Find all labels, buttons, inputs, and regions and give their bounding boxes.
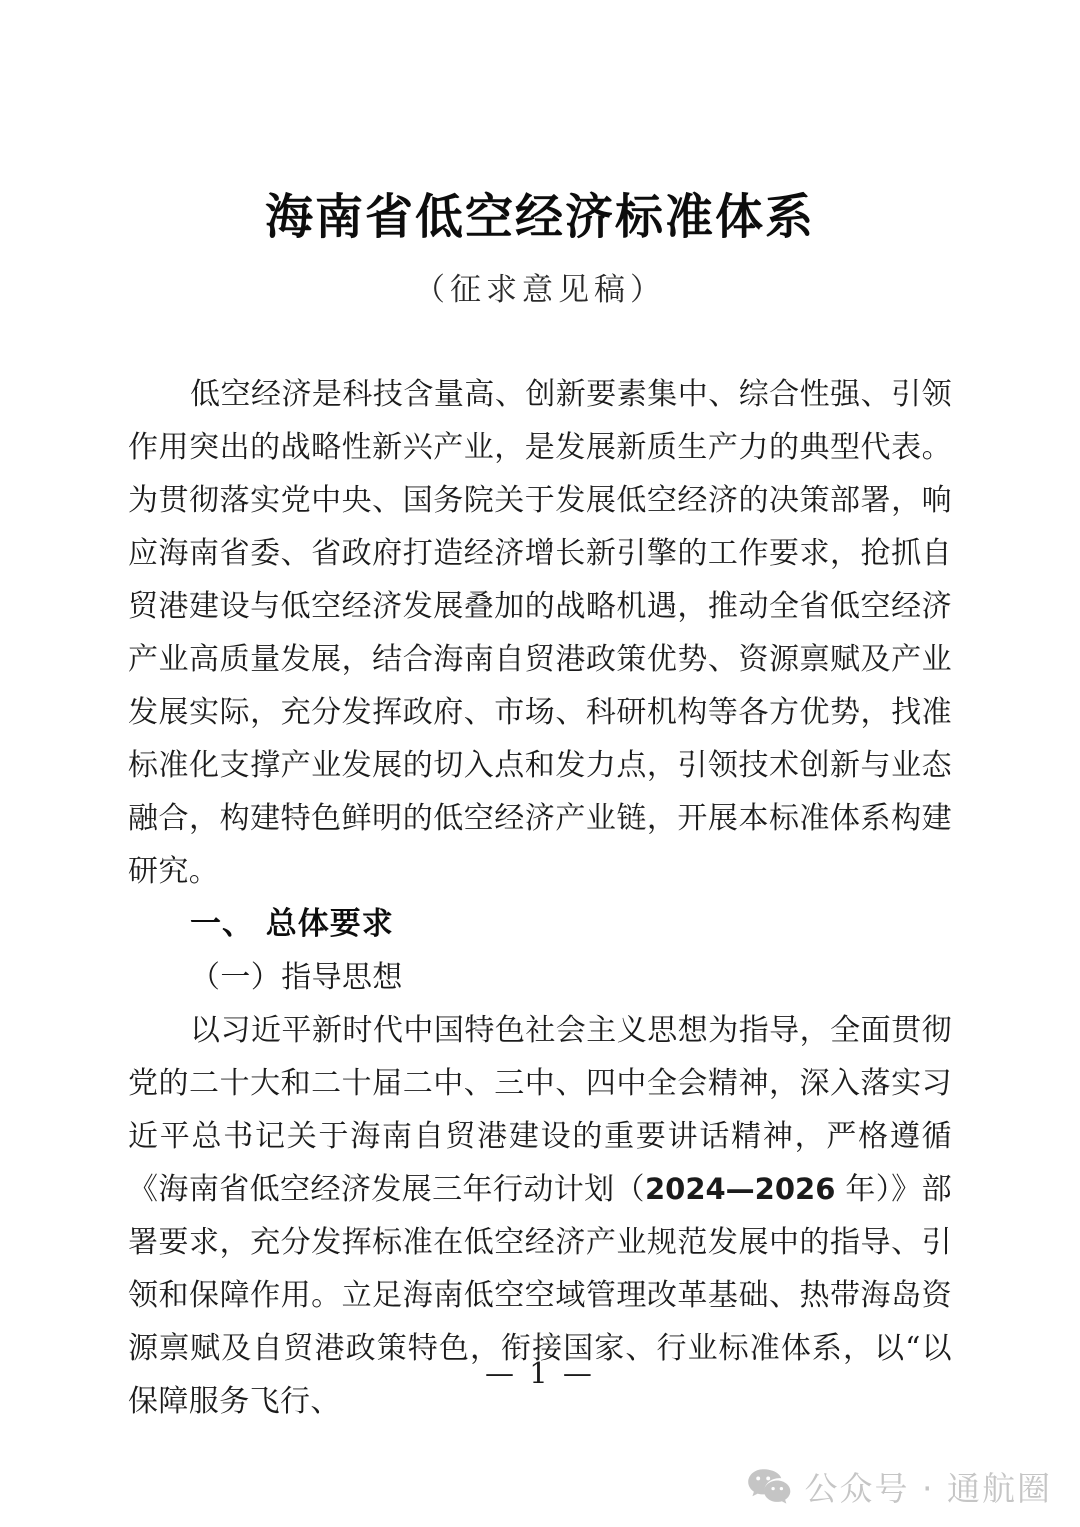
section-heading-1: 一、 总体要求 xyxy=(190,906,394,942)
action-plan-year-range: 2024—2026 xyxy=(644,1172,836,1206)
document-body xyxy=(128,368,952,1428)
document-subtitle: （征求意见稿） xyxy=(414,272,666,308)
page-title: 海南省低空经济标准体系 xyxy=(264,189,815,245)
title-block xyxy=(0,186,1080,312)
watermark-label: 公众号 · 通航圈 xyxy=(804,1469,1052,1508)
paragraph-guiding-ideology-text-b: 年）》部署要求，充分发挥标准在低空经济产业规范发展中的指导、引领和保障作用。立足海南低空空域管理改革基础、热带海岛资源禀赋及自贸港政策特色，衔接国家、行业标准体系，以“以保障服务飞行、 xyxy=(128,1172,952,1419)
watermark xyxy=(747,1463,1052,1510)
page-number: — 1 — xyxy=(485,1356,595,1390)
subsection-heading-1-1: （一）指导思想 xyxy=(190,960,403,995)
paragraph-intro: 低空经济是科技含量高、创新要素集中、综合性强、引领作用突出的战略性新兴产业，是发展新质生产力的典型代表。为贯彻落实党中央、国务院关于发展低空经济的决策部署，响应海南省委、省政府打造经济增长新引擎的工作要求，抢抓自贸港建设与低空经济发展叠加的战略机遇，推动全省低空经济产业高质量发展，结合海南自贸港政策优势、资源禀赋及产业发展实际，充分发挥政府、市场、科研机构等各方优势，找准标准化支撑产业发展的切入点和发力点，引领技术创新与业态融合，构建特色鲜明的低空经济产业链，开展本标准体系构建研究。 xyxy=(128,377,952,889)
paragraph-guiding-ideology-text-a: 以习近平新时代中国特色社会主义思想为指导，全面贯彻党的二十大和二十届二中、三中、四中全会精神，深入落实习近平总书记关于海南自贸港建设的重要讲话精神，严格遵循《海南省低空经济发展三年行动计划（ xyxy=(128,1013,952,1207)
wechat-icon xyxy=(747,1468,791,1506)
